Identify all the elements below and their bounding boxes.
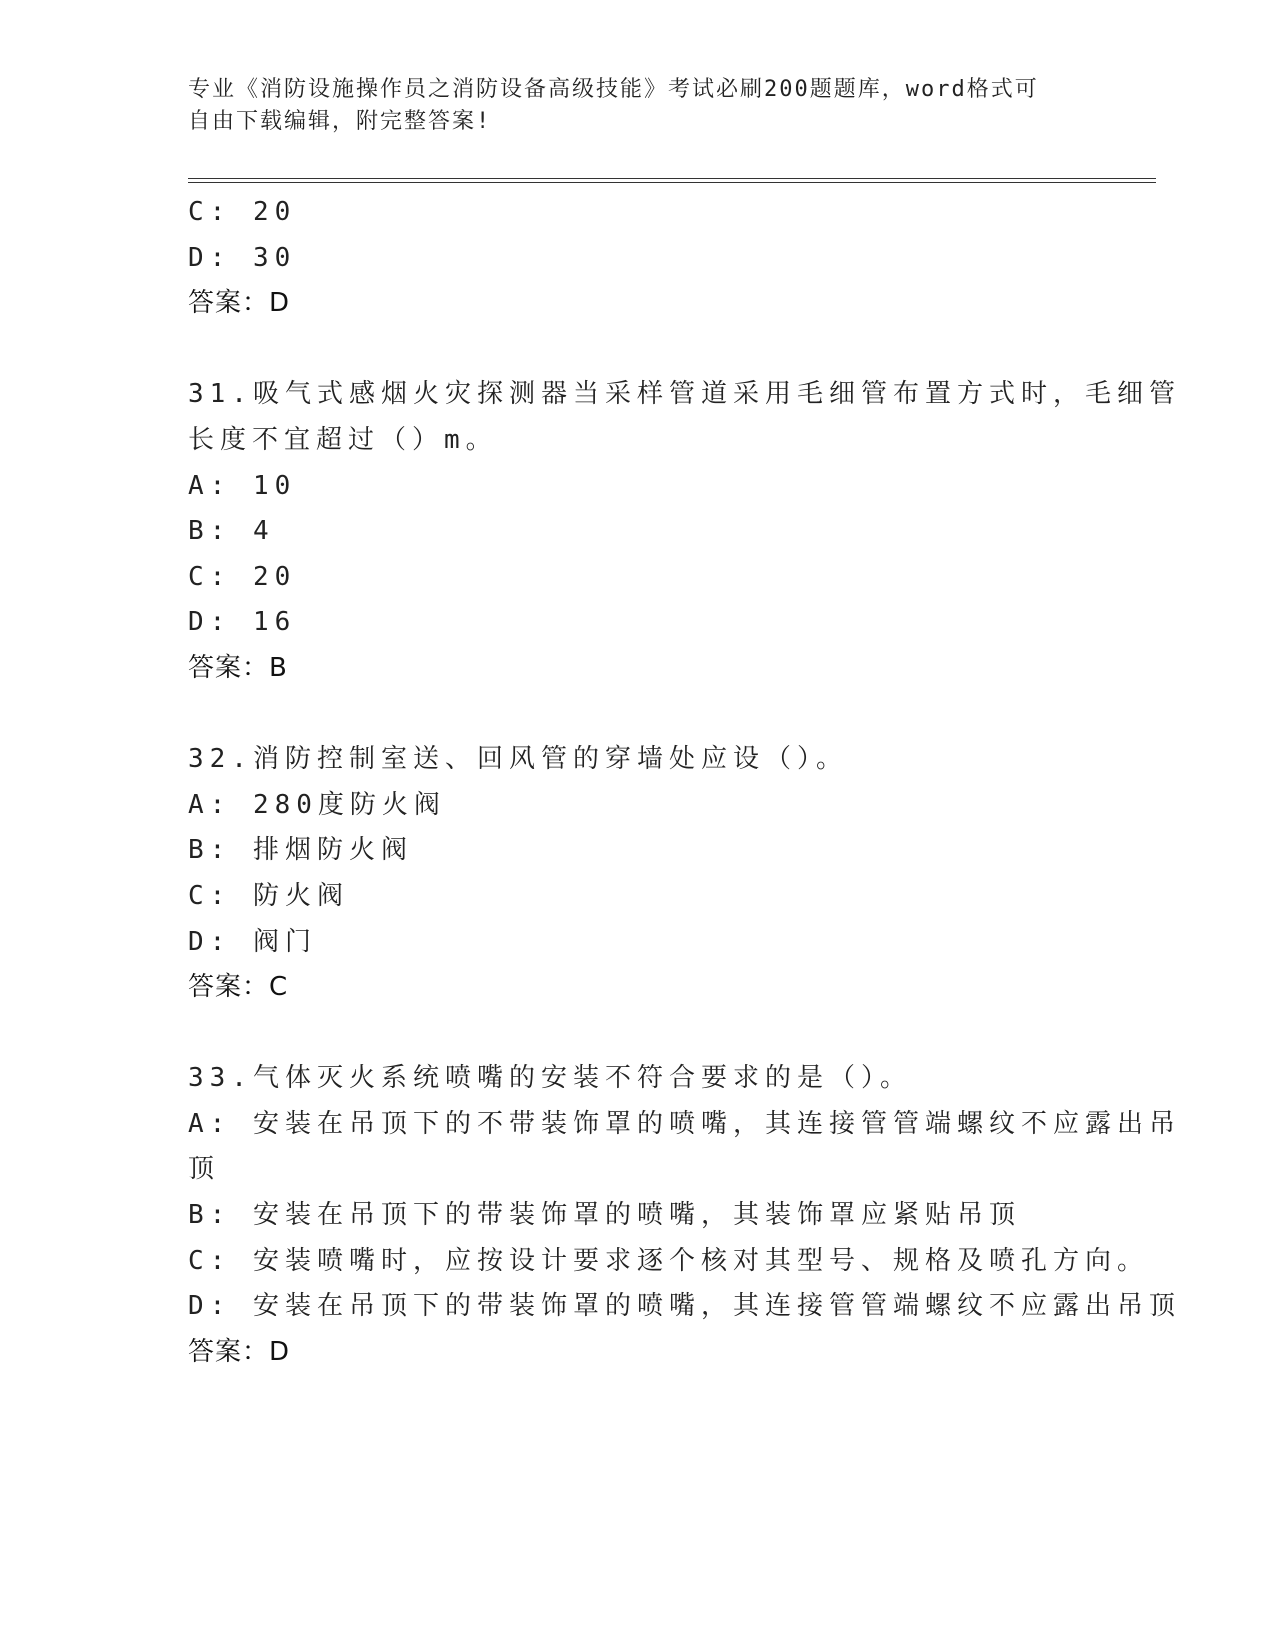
header-line-1: 专业《消防设施操作员之消防设备高级技能》考试必刷200题题库，word格式可 [188,77,1039,102]
option-c: C: 20 [188,561,297,592]
option-d: D: 30 [188,242,297,273]
question-text-line: 32.消防控制室送、回风管的穿墙处应设（）。 [188,744,848,775]
spacer [188,692,1088,738]
option-c: C: 20 [188,197,297,227]
option-c: C: 防火阀 [188,880,349,911]
option-b: B: 安装在吊顶下的带装饰罩的喷嘴，其装饰罩应紧贴吊顶 [188,1200,1021,1231]
page-header [188,74,1088,138]
question-text-line: 长度不宜超过（）m。 [188,424,498,455]
option-c: C: 安装喷嘴时，应按设计要求逐个核对其型号、规格及喷孔方向。 [188,1245,1149,1276]
option-a: A: 280度防火阀 [188,789,446,820]
option-a: A: 10 [188,470,297,501]
question-31 [188,372,1181,691]
previous-question-tail [188,190,1088,327]
option-a-continued: 顶 [188,1154,221,1185]
answer-line: 答案：C [188,972,289,1003]
spacer [188,327,1088,373]
option-b: B: 4 [188,516,275,547]
option-d: D: 安装在吊顶下的带装饰罩的喷嘴，其连接管管端螺纹不应露出吊顶 [188,1291,1181,1322]
option-d: D: 阀门 [188,926,317,957]
option-b: B: 排烟防火阀 [188,835,413,866]
answer-line: 答案：D [188,1336,291,1367]
question-text-line: 33.气体灭火系统喷嘴的安装不符合要求的是（）。 [188,1063,912,1094]
question-32 [188,737,1088,1011]
question-text-line: 31.吸气式感烟火灾探测器当采样管道采用毛细管布置方式时，毛细管 [188,379,1181,410]
header-divider [188,178,1156,183]
header-line-2: 自由下载编辑，附完整答案! [188,109,492,134]
answer-line: 答案：D [188,288,291,319]
answer-line: 答案：B [188,652,288,683]
spacer [188,1011,1088,1057]
document-body [188,190,1181,1375]
option-d: D: 16 [188,607,297,638]
option-a: A: 安装在吊顶下的不带装饰罩的喷嘴，其连接管管端螺纹不应露出吊 [188,1108,1181,1139]
question-33 [188,1056,1181,1375]
